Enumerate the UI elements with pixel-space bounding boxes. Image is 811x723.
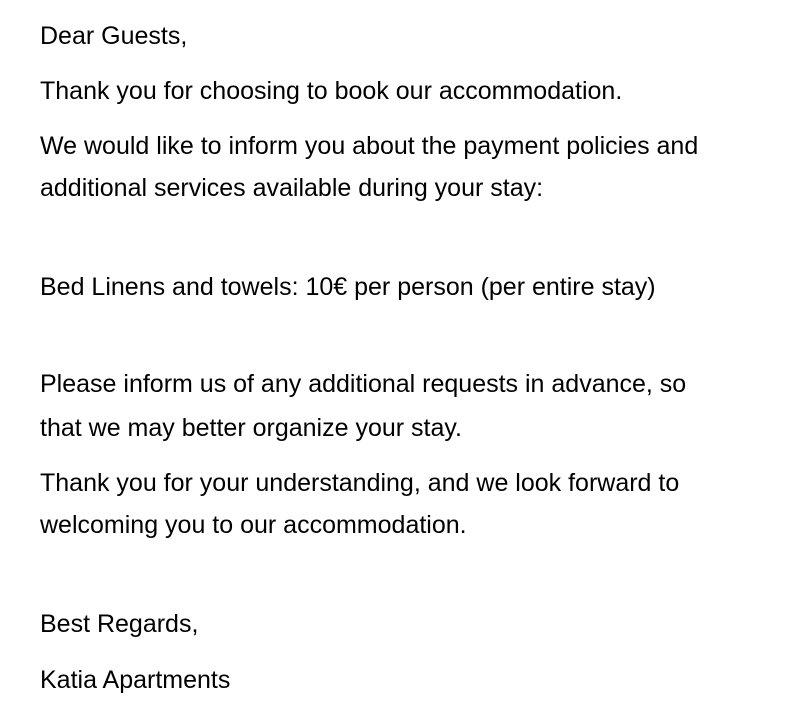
linens-fee: Bed Linens and towels: 10€ per person (per entire stay): [40, 273, 656, 301]
requests-paragraph-line-1: Please inform us of any additional requests in advance, so: [40, 370, 687, 398]
thanks-paragraph: Thank you for choosing to book our accommodation.: [40, 77, 623, 105]
inform-paragraph-line-2: additional services available during your stay:: [40, 174, 544, 202]
inform-paragraph-line-1: We would like to inform you about the payment policies and: [40, 132, 699, 160]
signature: Katia Apartments: [40, 666, 231, 694]
greeting: Dear Guests,: [40, 22, 188, 50]
requests-paragraph-line-2: that we may better organize your stay.: [40, 414, 462, 442]
closing-paragraph-line-1: Thank you for your understanding, and we look forward to: [40, 469, 680, 497]
sign-off: Best Regards,: [40, 610, 199, 638]
closing-paragraph-line-2: welcoming you to our accommodation.: [40, 511, 467, 539]
